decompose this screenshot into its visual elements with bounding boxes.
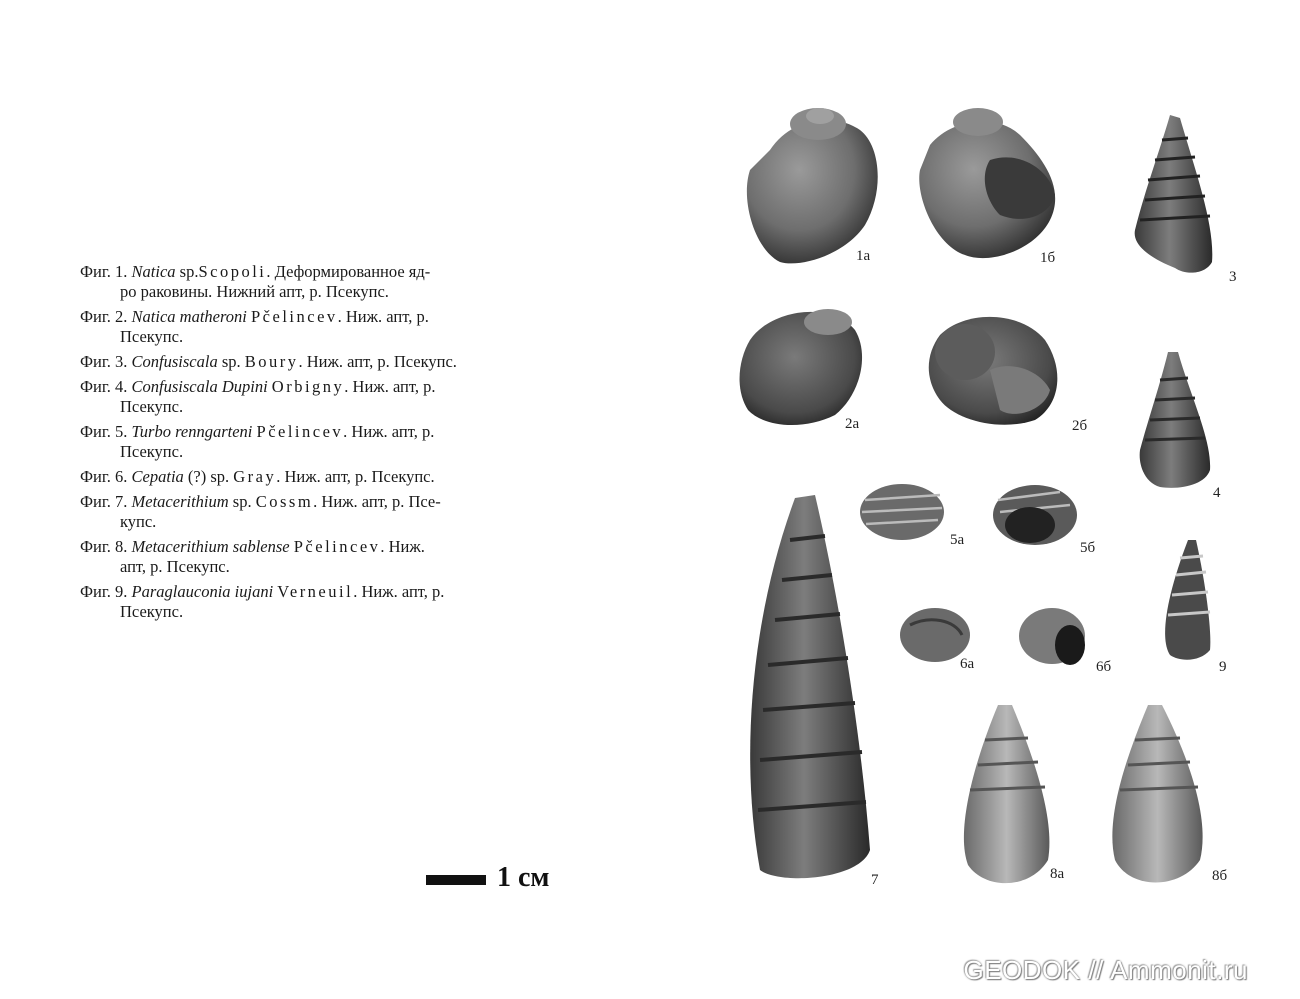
caption-continuation: Псекупс.: [120, 602, 184, 621]
taxon-author: Pčelincev: [256, 422, 344, 441]
label-4: 4: [1213, 485, 1221, 501]
specimen-2a: [740, 309, 863, 425]
caption-number: Фиг. 3.: [80, 352, 132, 371]
taxon-qualifier: sp.: [175, 262, 199, 281]
taxon-name: Metacerithium sablense: [131, 537, 290, 556]
caption-number: Фиг. 5.: [80, 422, 132, 441]
label-5b: 5б: [1080, 540, 1096, 556]
taxon-qualifier: sp.: [217, 352, 245, 371]
specimen-5b: [993, 485, 1077, 545]
caption-number: Фиг. 7.: [80, 492, 132, 511]
caption-continuation: ро раковины. Нижний апт, р. Псекупс.: [120, 282, 389, 301]
specimen-9: [1165, 540, 1210, 660]
label-2a: 2а: [845, 416, 860, 432]
taxon-name: Confusiscala Dupini: [131, 377, 268, 396]
caption-locality: . Ниж. апт, р. Псе-: [313, 492, 441, 511]
taxon-name: Cepatia: [131, 467, 184, 486]
taxon-name: Confusiscala: [131, 352, 218, 371]
caption-locality: . Ниж. апт, р.: [353, 582, 445, 601]
caption-locality: . Ниж. апт, р.: [343, 422, 435, 441]
caption-number: Фиг. 1.: [80, 262, 132, 281]
label-7: 7: [871, 872, 879, 888]
label-2b: 2б: [1072, 418, 1088, 434]
caption-continuation: апт, р. Псекупс.: [120, 557, 230, 576]
caption-continuation: купс.: [120, 512, 157, 531]
taxon-author: Orbigny: [271, 377, 345, 396]
label-8a: 8а: [1050, 866, 1065, 882]
specimen-3: [1135, 115, 1213, 273]
taxon-author: Scopoli: [198, 262, 267, 281]
label-3: 3: [1229, 269, 1237, 285]
label-9: 9: [1219, 659, 1227, 675]
caption-continuation: Псекупс.: [120, 442, 184, 461]
taxon-author: Boury: [244, 352, 299, 371]
scale-bar: [426, 875, 486, 885]
specimen-1a: [747, 108, 878, 263]
taxon-name: Natica: [131, 262, 176, 281]
label-6a: 6а: [960, 656, 975, 672]
caption-locality: . Деформированное яд-: [266, 262, 431, 281]
taxon-author: Pčelincev: [293, 537, 381, 556]
specimen-5a: [860, 484, 944, 540]
caption-number: Фиг. 4.: [80, 377, 132, 396]
caption-number: Фиг. 6.: [80, 467, 132, 486]
taxon-author: Pčelincev: [251, 307, 338, 326]
caption-number: Фиг. 8.: [80, 537, 132, 556]
specimen-6b: [1019, 608, 1085, 665]
label-8b: 8б: [1212, 868, 1228, 884]
label-1b: 1б: [1040, 250, 1056, 266]
taxon-name: Natica matheroni: [131, 307, 247, 326]
label-5a: 5а: [950, 532, 965, 548]
caption-locality: . Ниж. апт, р.: [344, 377, 436, 396]
label-1a: 1а: [856, 248, 871, 264]
caption-number: Фиг. 2.: [80, 307, 132, 326]
taxon-author: Verneuil: [277, 582, 354, 601]
caption-locality: . Ниж. апт, р. Псекупс.: [298, 352, 457, 371]
specimen-7: [750, 495, 870, 878]
taxon-name: Turbo renngarteni: [131, 422, 253, 441]
specimen-6a: [900, 608, 970, 662]
caption-number: Фиг. 9.: [80, 582, 132, 601]
caption-locality: . Ниж.: [380, 537, 425, 556]
taxon-qualifier: (?) sp.: [183, 467, 234, 486]
caption-locality: . Ниж. апт, р.: [337, 307, 429, 326]
watermark: GEODOK // Ammonit.ru: [963, 955, 1248, 985]
specimen-4: [1140, 352, 1210, 488]
specimen-8a: [964, 705, 1050, 883]
taxon-author: Gray: [233, 467, 277, 486]
specimen-8b: [1112, 705, 1202, 883]
taxon-name: Metacerithium: [131, 492, 229, 511]
taxon-author: Cossm: [255, 492, 314, 511]
caption-locality: . Ниж. апт, р. Псекупс.: [276, 467, 435, 486]
caption-continuation: Псекупс.: [120, 327, 184, 346]
taxon-name: Paraglauconia iujani: [131, 582, 274, 601]
specimen-1b: [919, 108, 1055, 258]
label-6b: 6б: [1096, 659, 1112, 675]
specimen-2b: [929, 317, 1058, 425]
taxon-qualifier: sp.: [228, 492, 256, 511]
caption-continuation: Псекупс.: [120, 397, 184, 416]
scale-label: 1 см: [497, 862, 550, 893]
